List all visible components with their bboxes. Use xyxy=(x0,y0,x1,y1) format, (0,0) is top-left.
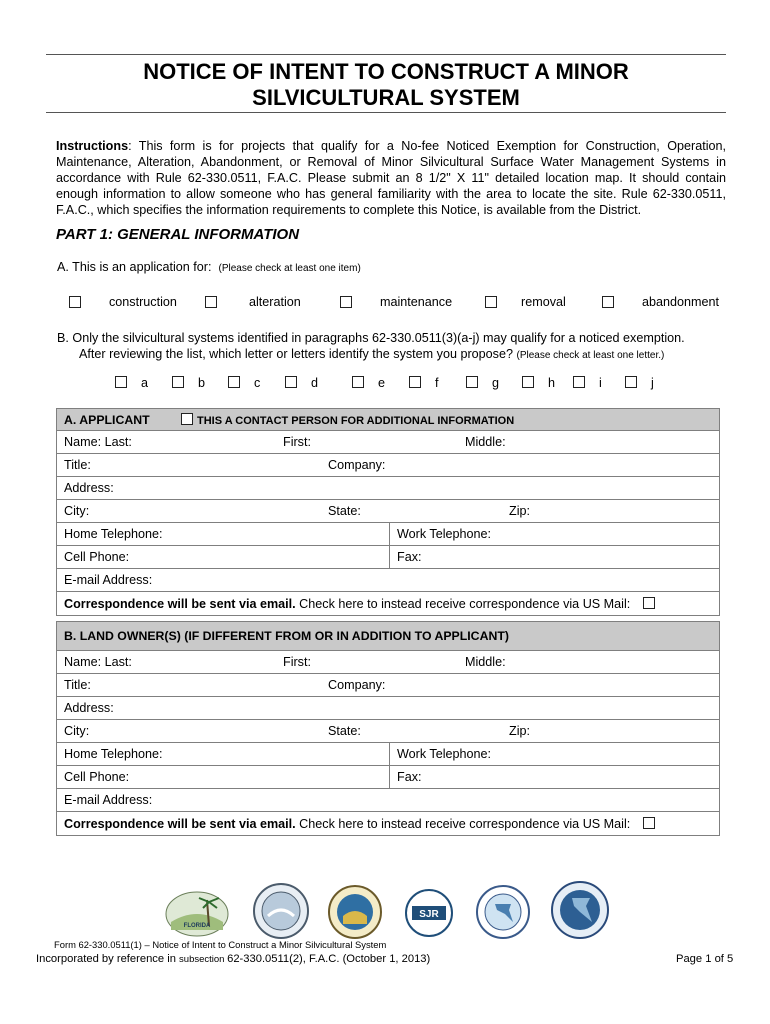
contact-person-label: THIS A CONTACT PERSON FOR ADDITIONAL INFORMATION xyxy=(197,415,515,427)
landowner-work-phone-cell[interactable] xyxy=(390,743,720,766)
letter-f-label: f xyxy=(435,376,439,390)
instructions-label: Instructions xyxy=(56,139,129,153)
applicant-address-row xyxy=(57,477,720,500)
letter-g-label: g xyxy=(492,376,500,390)
landowner-title-row xyxy=(57,674,720,697)
applicant-title-cell[interactable] xyxy=(57,454,720,477)
question-b-line-2: After reviewing the list, which letter or letters identify the system you propose? xyxy=(79,347,513,361)
letter-j-checkbox[interactable] xyxy=(625,376,637,388)
applicant-email-cell[interactable] xyxy=(57,569,720,592)
landowner-zip-label: Zip: xyxy=(509,724,530,738)
part1-heading: PART 1: GENERAL INFORMATION xyxy=(56,226,300,243)
letter-a-checkbox[interactable] xyxy=(115,376,127,388)
landowner-name-last-label: Name: Last: xyxy=(64,655,132,669)
letter-c-label: c xyxy=(254,376,261,390)
applicant-address-cell[interactable] xyxy=(57,477,720,500)
footer-incorporated xyxy=(36,953,430,965)
applicant-phone-row xyxy=(57,523,720,546)
landowner-fax-cell[interactable] xyxy=(390,766,720,789)
landowner-corr-bold: Correspondence will be sent via email. xyxy=(64,816,296,831)
applicant-city-label: City: xyxy=(64,504,90,518)
landowner-cell-phone-cell[interactable] xyxy=(57,766,390,789)
applicant-fax-label: Fax: xyxy=(397,550,422,564)
applicant-city-cell[interactable] xyxy=(57,500,720,523)
letter-i-checkbox[interactable] xyxy=(573,376,585,388)
water-district-seal-4 xyxy=(550,880,610,940)
landowner-city-label: City: xyxy=(64,724,90,738)
instructions-text: : This form is for projects that qualify for a No-fee Noticed Exemption for Construction, Operation, Maintenance, Alteration, Abandonment, or Removal of Minor Silvicultural Surface Water Management Systems in accordance with Rule 62-330.0511, F.A.C. Please submit an 8 1/2" X 11" detailed location map. It should contain enough information to allow someone who has general familiarity with the area to locate the site. Rule 62-330.0511, F.A.C., which specifies the information requirements to complete this Notice, is available from the District. xyxy=(56,139,726,217)
abandonment-label: abandonment xyxy=(642,295,720,309)
landowner-fax-label: Fax: xyxy=(397,770,422,784)
title-bottom-rule xyxy=(46,112,726,113)
applicant-work-phone-cell[interactable] xyxy=(390,523,720,546)
landowner-company-label: Company: xyxy=(328,678,386,692)
maintenance-label: maintenance xyxy=(380,295,453,309)
letter-e-checkbox[interactable] xyxy=(352,376,364,388)
landowner-header-row xyxy=(57,622,720,651)
applicant-header-row xyxy=(57,409,720,431)
page-number: Page 1 of 5 xyxy=(676,953,734,965)
applicant-company-label: Company: xyxy=(328,458,386,472)
letter-e-label: e xyxy=(378,376,386,390)
applicant-state-label: State: xyxy=(328,504,361,518)
applicant-cell-phone-cell[interactable] xyxy=(57,546,390,569)
question-a-text: A. This is an application for: xyxy=(57,260,212,274)
letter-i[interactable] xyxy=(573,376,602,390)
letter-h-checkbox[interactable] xyxy=(522,376,534,388)
applicant-home-phone-label: Home Telephone: xyxy=(64,527,163,541)
applicant-first-label: First: xyxy=(283,435,311,449)
letter-a-label: a xyxy=(141,376,149,390)
landowner-home-phone-cell[interactable] xyxy=(57,743,390,766)
applicant-corr-cell xyxy=(57,592,720,616)
applicant-title-label: Title: xyxy=(64,458,91,472)
landowner-middle-label: Middle: xyxy=(465,655,506,669)
landowner-cell-phone-label: Cell Phone: xyxy=(64,770,130,784)
applicant-middle-label: Middle: xyxy=(465,435,506,449)
removal-label: removal xyxy=(521,295,566,309)
title-top-rule xyxy=(46,54,726,55)
applicant-email-row xyxy=(57,569,720,592)
letter-b[interactable] xyxy=(172,376,205,390)
letter-b-label: b xyxy=(198,376,206,390)
footer-incorporated-rest: 62-330.0511(2), F.A.C. (October 1, 2013) xyxy=(227,953,431,965)
landowner-name-row xyxy=(57,651,720,674)
applicant-fax-cell[interactable] xyxy=(390,546,720,569)
letter-j[interactable] xyxy=(625,376,654,390)
landowner-home-phone-label: Home Telephone: xyxy=(64,747,163,761)
landowner-corr-text: Check here to instead receive correspondence via US Mail: xyxy=(295,816,631,831)
landowner-header xyxy=(57,622,720,651)
landowner-city-cell[interactable] xyxy=(57,720,720,743)
water-district-seal-3 xyxy=(475,884,531,940)
sjr-logo-text: SJR xyxy=(419,909,439,920)
letter-g-checkbox[interactable] xyxy=(466,376,478,388)
applicant-header xyxy=(57,409,720,431)
landowner-email-cell[interactable] xyxy=(57,789,720,812)
applicant-home-phone-cell[interactable] xyxy=(57,523,390,546)
water-district-seal-2 xyxy=(327,884,383,940)
landowner-address-cell[interactable] xyxy=(57,697,720,720)
applicant-cell-fax-row xyxy=(57,546,720,569)
applicant-title-row xyxy=(57,454,720,477)
contact-person-checkbox[interactable] xyxy=(181,413,193,425)
instructions-paragraph xyxy=(56,138,726,218)
applicant-us-mail-checkbox[interactable] xyxy=(643,597,655,609)
letter-f[interactable] xyxy=(409,376,439,390)
landowner-title-label: Title: xyxy=(64,678,91,692)
letter-j-label: j xyxy=(651,376,654,390)
florida-agency-logo xyxy=(163,886,231,938)
form-title-line-2: SILVICULTURAL SYSTEM xyxy=(252,85,520,110)
construction-checkbox[interactable] xyxy=(69,296,81,308)
applicant-work-phone-label: Work Telephone: xyxy=(397,527,492,541)
landowner-us-mail-checkbox[interactable] xyxy=(643,817,655,829)
landowner-address-label: Address: xyxy=(64,701,114,715)
letter-b-checkbox[interactable] xyxy=(172,376,184,388)
landowner-state-label: State: xyxy=(328,724,361,738)
alteration-label: alteration xyxy=(249,295,301,309)
applicant-zip-label: Zip: xyxy=(509,504,530,518)
landowner-first-label: First: xyxy=(283,655,311,669)
form-title-line-1: NOTICE OF INTENT TO CONSTRUCT A MINOR xyxy=(143,59,629,84)
applicant-header-label: A. APPLICANT xyxy=(64,412,150,427)
letter-d[interactable] xyxy=(285,376,318,390)
letter-i-label: i xyxy=(599,376,602,390)
applicant-address-label: Address: xyxy=(64,481,114,495)
applicant-name-row xyxy=(57,431,720,454)
question-a xyxy=(57,260,361,274)
question-a-note: (Please check at least one item) xyxy=(218,263,361,274)
florida-logo-text: FLORIDA xyxy=(183,923,211,929)
landowner-phone-row xyxy=(57,743,720,766)
letter-h[interactable] xyxy=(522,376,555,390)
landowner-table xyxy=(56,621,720,836)
question-b-line-1: B. Only the silvicultural systems identified in paragraphs 62-330.0511(3)(a-j) may qualify for a noticed exemption. xyxy=(57,331,685,345)
applicant-city-row xyxy=(57,500,720,523)
landowner-city-row xyxy=(57,720,720,743)
footer-incorporated-sub: subsection xyxy=(179,954,228,965)
applicant-name-last-label: Name: Last: xyxy=(64,435,132,449)
letter-g[interactable] xyxy=(466,376,499,390)
footer-form-line: Form 62-330.0511(1) – Notice of Intent to Construct a Minor Silvicultural System xyxy=(54,939,387,950)
applicant-cell-phone-label: Cell Phone: xyxy=(64,550,130,564)
alteration-checkbox[interactable] xyxy=(205,296,217,308)
footer-incorporated-prefix: Incorporated by reference in xyxy=(36,953,180,965)
applicant-name-cell[interactable] xyxy=(57,431,720,454)
landowner-cell-fax-row xyxy=(57,766,720,789)
landowner-name-cell[interactable] xyxy=(57,651,720,674)
maintenance-checkbox[interactable] xyxy=(340,296,352,308)
landowner-work-phone-label: Work Telephone: xyxy=(397,747,492,761)
landowner-corr-row xyxy=(57,812,720,836)
landowner-title-cell[interactable] xyxy=(57,674,720,697)
construction-label: construction xyxy=(109,295,177,309)
letter-a[interactable] xyxy=(115,376,148,390)
question-b-note: (Please check at least one letter.) xyxy=(516,350,665,361)
applicant-email-label: E-mail Address: xyxy=(64,573,153,587)
applicant-corr-bold: Correspondence will be sent via email. xyxy=(64,596,296,611)
landowner-email-row xyxy=(57,789,720,812)
applicant-corr-row xyxy=(57,592,720,616)
question-b xyxy=(57,330,721,364)
letter-c[interactable] xyxy=(228,376,260,390)
letter-e[interactable] xyxy=(352,376,385,390)
question-b-line-2-wrap xyxy=(57,346,721,364)
landowner-email-label: E-mail Address: xyxy=(64,793,153,807)
removal-checkbox[interactable] xyxy=(485,296,497,308)
letter-h-label: h xyxy=(548,376,556,390)
applicant-corr-text: Check here to instead receive correspondence via US Mail: xyxy=(295,596,631,611)
letter-f-checkbox[interactable] xyxy=(409,376,421,388)
letter-d-label: d xyxy=(311,376,319,390)
sjr-district-logo xyxy=(404,888,454,938)
abandonment-checkbox[interactable] xyxy=(602,296,614,308)
applicant-table xyxy=(56,408,720,616)
landowner-corr-cell xyxy=(57,812,720,836)
landowner-address-row xyxy=(57,697,720,720)
contact-person-option[interactable] xyxy=(181,413,514,427)
letter-d-checkbox[interactable] xyxy=(285,376,297,388)
landowner-header-label: B. LAND OWNER(S) (IF DIFFERENT FROM OR IN ADDITION TO APPLICANT) xyxy=(64,629,509,643)
letter-c-checkbox[interactable] xyxy=(228,376,240,388)
water-district-seal-1 xyxy=(252,882,310,940)
